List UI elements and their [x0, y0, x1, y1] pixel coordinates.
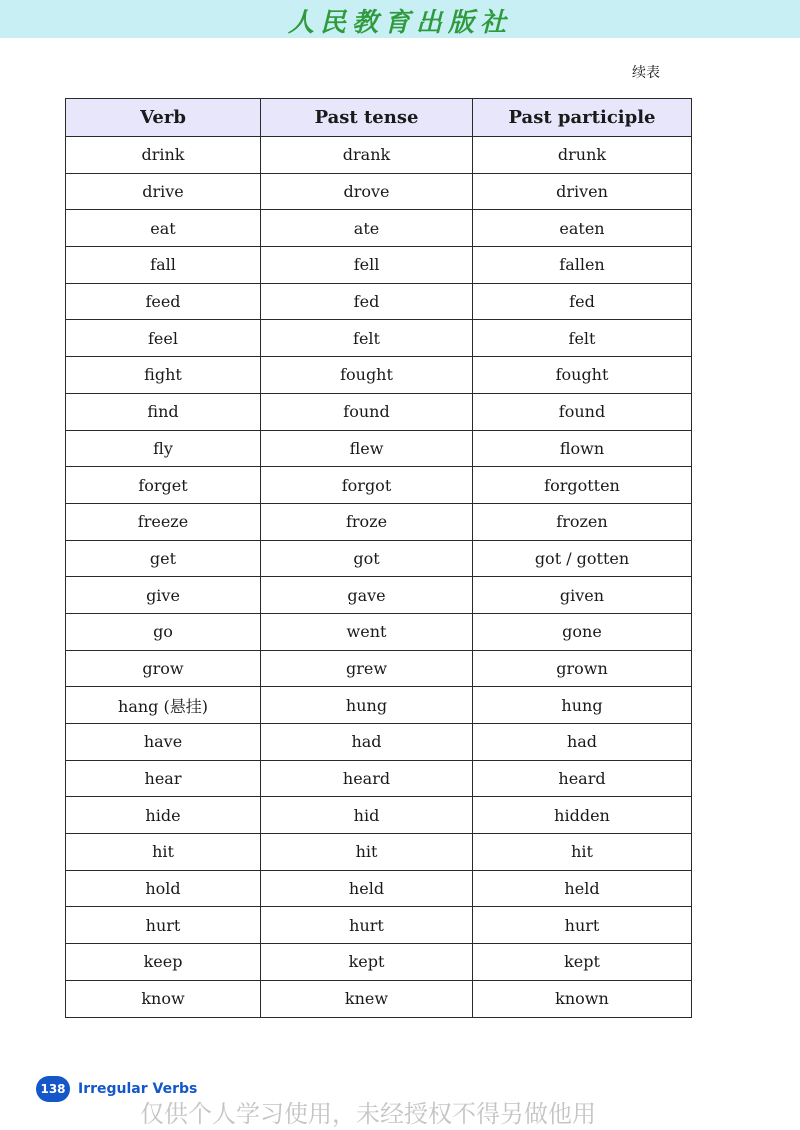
cell-past-participle: held: [473, 870, 692, 907]
cell-past-participle: frozen: [473, 503, 692, 540]
cell-verb: keep: [66, 944, 261, 981]
cell-past-tense: drove: [261, 173, 473, 210]
table-row: [66, 137, 692, 174]
cell-verb: fall: [66, 247, 261, 284]
table-row: [66, 907, 692, 944]
table-row: [66, 540, 692, 577]
cell-verb: find: [66, 393, 261, 430]
table-row: [66, 247, 692, 284]
cell-past-tense: felt: [261, 320, 473, 357]
column-header-past-participle: Past participle: [473, 99, 692, 137]
cell-past-participle: fought: [473, 357, 692, 394]
cell-past-tense: hid: [261, 797, 473, 834]
cell-past-participle: fed: [473, 283, 692, 320]
cell-past-tense: hung: [261, 687, 473, 724]
cell-past-tense: fed: [261, 283, 473, 320]
table-header-row: [66, 99, 692, 137]
cell-verb: hurt: [66, 907, 261, 944]
cell-verb: drink: [66, 137, 261, 174]
cell-verb: have: [66, 724, 261, 761]
cell-verb: grow: [66, 650, 261, 687]
cell-past-tense: drank: [261, 137, 473, 174]
cell-verb: feel: [66, 320, 261, 357]
page-number-badge: 138: [36, 1076, 70, 1102]
cell-past-tense: fought: [261, 357, 473, 394]
cell-past-participle: eaten: [473, 210, 692, 247]
table-row: [66, 870, 692, 907]
cell-past-participle: known: [473, 980, 692, 1017]
continued-label: 续表: [632, 65, 660, 81]
table-row: [66, 467, 692, 504]
cell-past-participle: got / gotten: [473, 540, 692, 577]
cell-past-participle: hung: [473, 687, 692, 724]
cell-past-tense: had: [261, 724, 473, 761]
column-header-past-tense: Past tense: [261, 99, 473, 137]
cell-verb: freeze: [66, 503, 261, 540]
table-row: [66, 613, 692, 650]
cell-verb: hold: [66, 870, 261, 907]
cell-past-tense: gave: [261, 577, 473, 614]
cell-verb: feed: [66, 283, 261, 320]
cell-past-participle: grown: [473, 650, 692, 687]
publisher-logo: 人民教育出版社: [287, 8, 512, 38]
cell-verb: get: [66, 540, 261, 577]
table-row: [66, 724, 692, 761]
cell-past-tense: flew: [261, 430, 473, 467]
cell-verb: give: [66, 577, 261, 614]
cell-past-tense: held: [261, 870, 473, 907]
cell-past-participle: hurt: [473, 907, 692, 944]
cell-verb: drive: [66, 173, 261, 210]
table-row: [66, 797, 692, 834]
cell-verb: hit: [66, 834, 261, 871]
publisher-banner: [0, 0, 800, 38]
cell-past-tense: kept: [261, 944, 473, 981]
table-row: [66, 393, 692, 430]
cell-past-tense: hit: [261, 834, 473, 871]
cell-past-tense: ate: [261, 210, 473, 247]
cell-past-tense: got: [261, 540, 473, 577]
cell-past-participle: drunk: [473, 137, 692, 174]
table-row: [66, 980, 692, 1017]
table-row: [66, 834, 692, 871]
cell-past-participle: driven: [473, 173, 692, 210]
cell-past-participle: felt: [473, 320, 692, 357]
table-row: [66, 320, 692, 357]
cell-past-participle: flown: [473, 430, 692, 467]
table-row: [66, 210, 692, 247]
watermark: 仅供个人学习使用，未经授权不得另做他用: [140, 1100, 596, 1128]
cell-past-participle: forgotten: [473, 467, 692, 504]
cell-verb: fight: [66, 357, 261, 394]
cell-past-participle: heard: [473, 760, 692, 797]
table-row: [66, 173, 692, 210]
column-header-verb: Verb: [66, 99, 261, 137]
section-title: Irregular Verbs: [78, 1081, 198, 1097]
table-row: [66, 503, 692, 540]
cell-verb: hang (悬挂): [66, 687, 261, 724]
table-row: [66, 760, 692, 797]
cell-verb: forget: [66, 467, 261, 504]
cell-past-participle: gone: [473, 613, 692, 650]
cell-past-tense: heard: [261, 760, 473, 797]
cell-past-tense: found: [261, 393, 473, 430]
cell-verb: hide: [66, 797, 261, 834]
cell-past-participle: hit: [473, 834, 692, 871]
cell-past-participle: given: [473, 577, 692, 614]
cell-past-participle: fallen: [473, 247, 692, 284]
cell-past-tense: went: [261, 613, 473, 650]
cell-past-participle: had: [473, 724, 692, 761]
table-row: [66, 283, 692, 320]
cell-past-tense: knew: [261, 980, 473, 1017]
table-row: [66, 650, 692, 687]
cell-past-participle: hidden: [473, 797, 692, 834]
cell-past-tense: hurt: [261, 907, 473, 944]
cell-past-participle: kept: [473, 944, 692, 981]
table-row: [66, 577, 692, 614]
irregular-verbs-table: [65, 98, 692, 1018]
cell-past-tense: froze: [261, 503, 473, 540]
cell-past-tense: grew: [261, 650, 473, 687]
cell-past-tense: fell: [261, 247, 473, 284]
cell-verb: hear: [66, 760, 261, 797]
table-row: [66, 430, 692, 467]
cell-past-tense: forgot: [261, 467, 473, 504]
table-row: [66, 357, 692, 394]
table-row: [66, 944, 692, 981]
table-row: [66, 687, 692, 724]
cell-verb: go: [66, 613, 261, 650]
cell-verb: eat: [66, 210, 261, 247]
cell-verb: know: [66, 980, 261, 1017]
cell-past-participle: found: [473, 393, 692, 430]
cell-verb: fly: [66, 430, 261, 467]
